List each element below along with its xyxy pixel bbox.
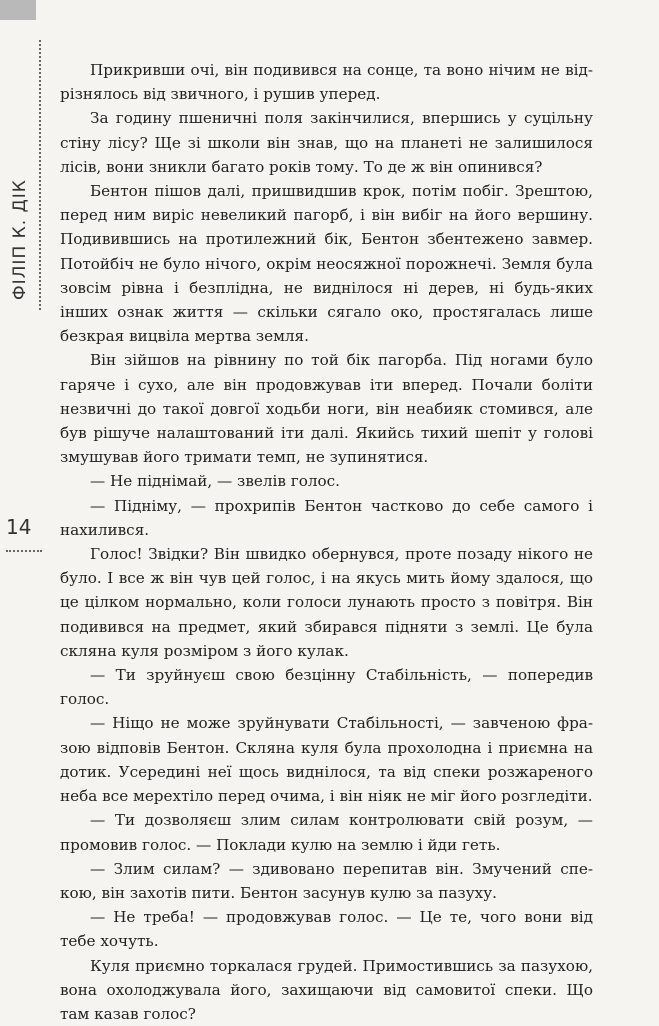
paragraph: Бентон пішов далі, пришвидшив крок, потім побіг. Зрештою, перед ним виріс невеликий пагорб, і він вибіг на його вершину. Подивившись на протилежний бік, Бентон збентежено завмер. Потойбіч не було нічого, окрім неосяжної порожнечі. Земля була зовсім рівна і безплідна, не виднілося ні дерев, ні будь-яких інших ознак життя — скільки сягало око, простягалась лише безкрая вицвіла мертва земля. — [60, 182, 593, 346]
paragraph: Він зійшов на рівнину по той бік пагорба. Під ногами було гаряче і сухо, але він продовжував іти вперед. Почали боліти незвичні до такої довгої ходьби ноги, він неабияк стомився, але був рішуче налаштований іти далі. Якийсь тихий шепіт у голові змушував його тримати темп, не зупинятися. — [60, 351, 593, 467]
running-header-author: ФІЛІП К. ДІК — [10, 179, 30, 300]
paragraph: Прикривши очі, він подивився на сонце, та воно нічим не відрізнялось від звичного, і рушив уперед. — [60, 61, 593, 104]
paragraph: За годину пшеничні поля закінчилися, впершись у суцільну стіну лісу? Ще зі школи він знав, що на планеті не залишилося лісів, вони зникли багато років тому. То де ж він опинився? — [60, 109, 593, 176]
paragraph: — Ніщо не може зруйнувати Стабільності, — завченою фразою відповів Бентон. Скляна куля була прохолодна і приємна на дотик. Усередині неї щось виднілося, та від спеки розжареного неба все мерехтіло перед очима, і він ніяк не міг його розгледіти. — [60, 714, 593, 806]
paragraph: — Підніму, — прохрипів Бентон частково до себе самого і нахилився. — [60, 496, 593, 539]
margin-divider — [39, 40, 41, 310]
corner-tab — [0, 0, 36, 20]
body-text — [60, 58, 593, 1026]
paragraph: Голос! Звідки? Він швидко обернувся, проте позаду нікого не було. І все ж він чув цей голос, і на якусь мить йому здалося, що це цілком нормально, коли голоси лунають просто з повітря. Він подивився на предмет, який збирався підняти з землі. Це була скляна куля розміром з його кулак. — [60, 545, 593, 660]
paragraph: Куля приємно торкалася грудей. Примостившись за пазухою, вона охолоджувала його, захищаючи від самовитої спеки. Що там казав голос? — [60, 956, 593, 1023]
page-number-divider — [6, 550, 42, 552]
paragraph: — Не треба! — продовжував голос. — Це те, чого вони від тебе хочуть. — [60, 908, 593, 951]
paragraph: — Ти дозволяєш злим силам контролювати свій розум, — промовив голос. — Поклади кулю на землю і йди геть. — [60, 811, 593, 854]
paragraph: — Ти зруйнуєш свою безцінну Стабільність, — попередив голос. — [60, 666, 593, 709]
paragraph: — Злим силам? — здивовано перепитав він. Змучений спекою, він захотів пити. Бентон засунув кулю за пазуху. — [60, 859, 593, 902]
paragraph: — Не піднімай, — звелів голос. — [90, 472, 340, 491]
page-number: 14 — [6, 515, 32, 539]
